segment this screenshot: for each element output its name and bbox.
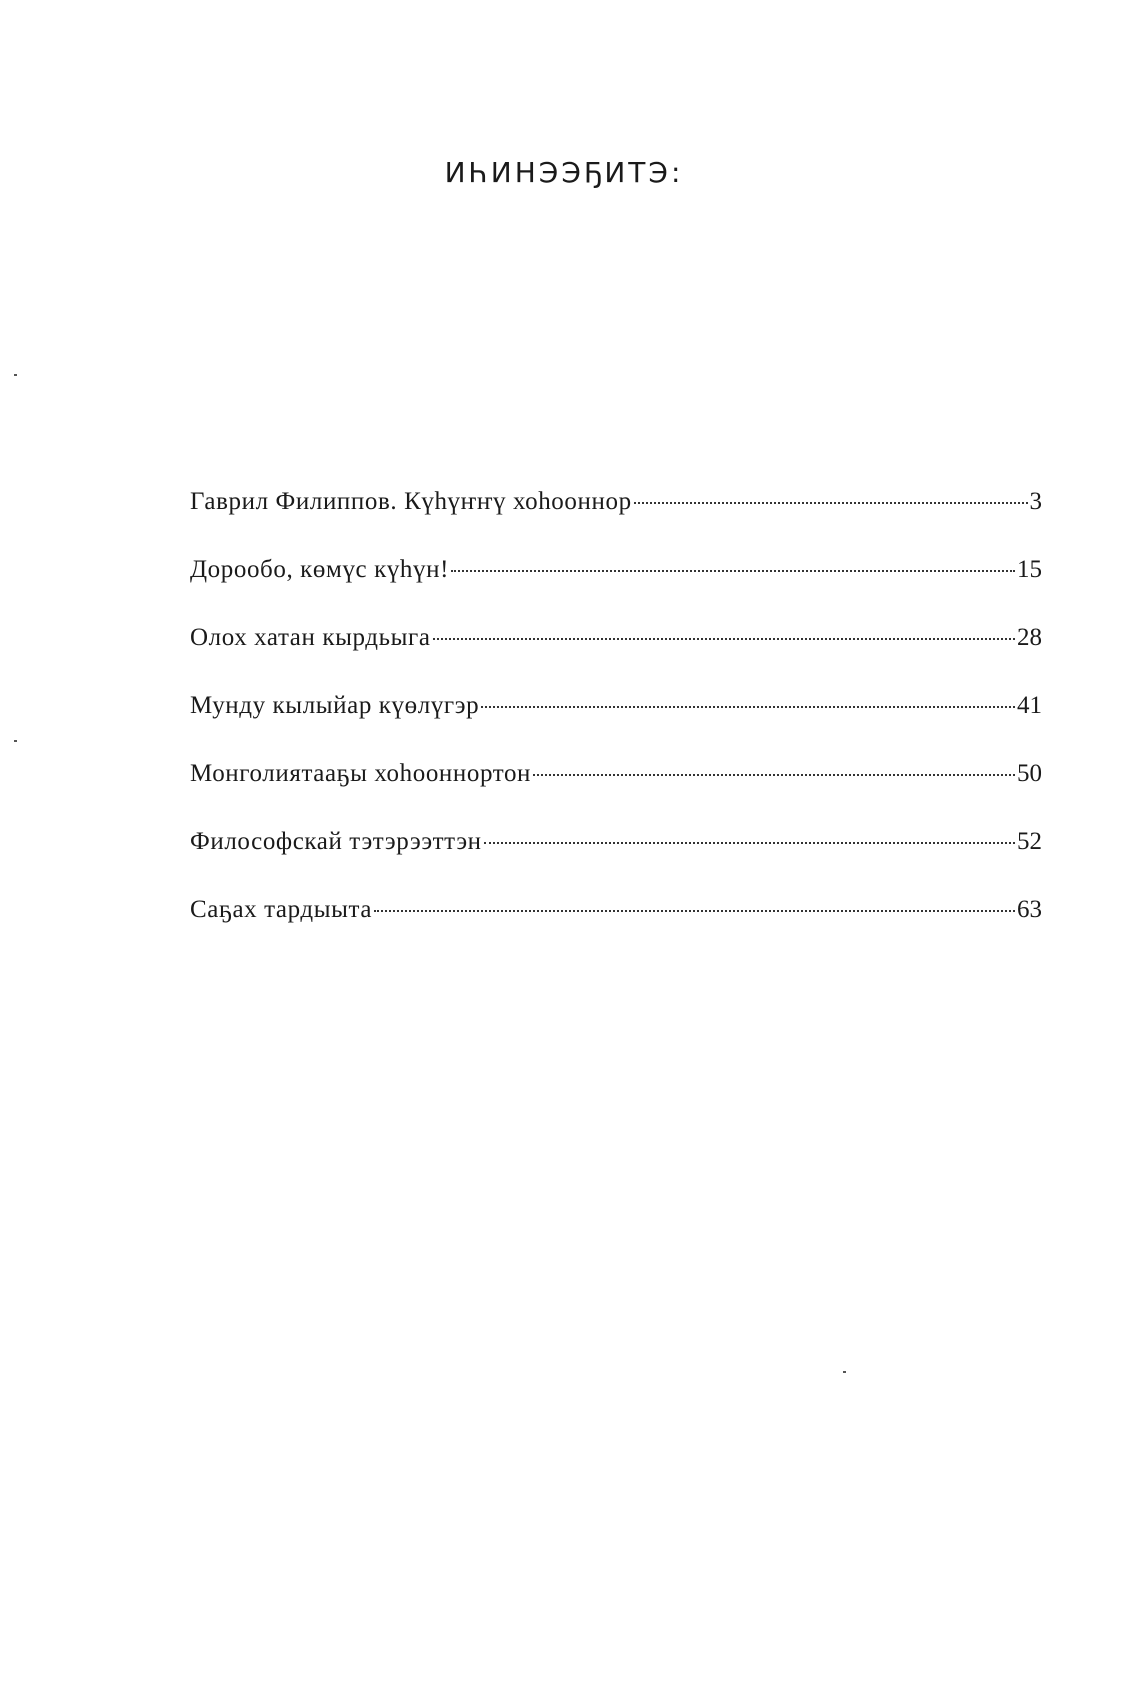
dot-leader [533,774,1015,776]
toc-entry [190,828,1042,896]
table-of-contents [190,488,1042,964]
toc-entry-title: Олох хатан кырдьыга [190,624,431,651]
toc-entry-title: Мунду кылыйар күөлүгэр [190,692,480,719]
toc-entry-title: Саҕах тардыыта [190,896,373,923]
dot-leader [484,842,1015,844]
toc-entry [190,760,1042,828]
dot-leader [433,638,1015,640]
toc-entry-title: Монголиятааҕы хоһооннортон [190,760,532,787]
toc-entry [190,692,1042,760]
toc-entry-title: Дорообо, көмүс күһүн! [190,556,450,583]
toc-entry-page: 50 [1017,760,1042,787]
dot-leader [481,706,1015,708]
toc-entry [190,624,1042,692]
toc-entry-page: 15 [1017,556,1042,583]
dot-leader [374,910,1015,912]
dot-leader [451,570,1015,572]
scan-speck [14,740,17,742]
scan-speck [843,1371,846,1373]
toc-entry-page: 28 [1017,624,1042,651]
toc-entry [190,488,1042,556]
toc-entry-title: Философскай тэтэрээттэн [190,828,482,855]
page-title: ИҺИНЭЭҔИТЭ: [444,156,684,189]
toc-entry-page: 52 [1017,828,1042,855]
toc-entry-page: 41 [1017,692,1042,719]
scan-speck [14,374,17,376]
toc-entry [190,556,1042,624]
toc-entry [190,896,1042,964]
toc-entry-page: 3 [1029,488,1042,515]
toc-entry-title: Гаврил Филиппов. Күһүҥҥү хоһооннор [190,488,632,515]
toc-entry-page: 63 [1017,896,1042,923]
dot-leader [634,502,1028,504]
